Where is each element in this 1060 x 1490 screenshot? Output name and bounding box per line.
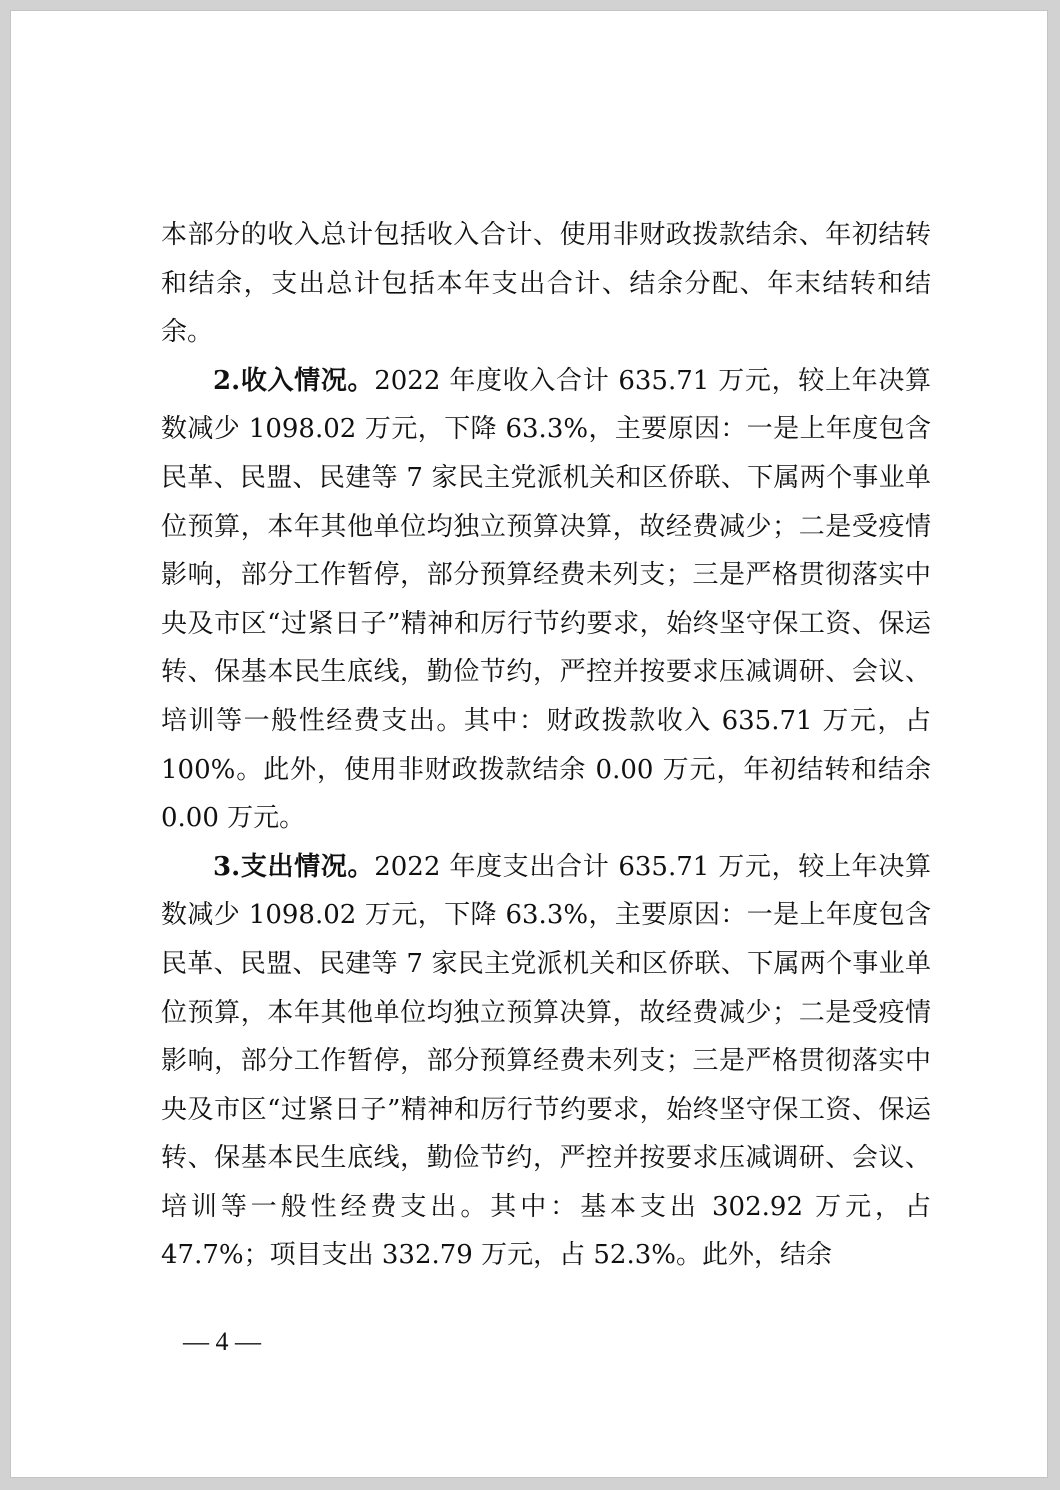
- paragraph-income: [161, 357, 931, 843]
- paragraph-totals: 本部分的收入总计包括收入合计、使用非财政拨款结余、年初结转和结余，支出总计包括本年支出合计、结余分配、年末结转和结余。: [161, 220, 931, 348]
- income-heading: 2.收入情况。: [213, 365, 375, 396]
- paragraph-expenditure: [161, 843, 931, 1280]
- document-body: [161, 211, 931, 1280]
- expenditure-body: 2022 年度支出合计 635.71 万元，较上年决算数减少 1098.02 万元，下降 63.3%，主要原因：一是上年度包含民革、民盟、民建等 7 家民主党派机关和区侨联、下属两个事业单位预算，本年其他单位均独立预算决算，故经费减少；二是受疫情影响，部分工作暂停，部分预算经费未列支；三是严格贯彻落实中央及市区“过紧日子”精神和厉行节约要求，始终坚守保工资、保运转、保基本民生底线，勤俭节约，严控并按要求压减调研、会议、培训等一般性经费支出。其中：基本支出 302.92 万元，占 47.7%；项目支出 332.79 万元，占 52.3%。此外，结余: [161, 851, 931, 1271]
- income-body: 2022 年度收入合计 635.71 万元，较上年决算数减少 1098.02 万元，下降 63.3%，主要原因：一是上年度包含民革、民盟、民建等 7 家民主党派机关和区侨联、下属两个事业单位预算，本年其他单位均独立预算决算，故经费减少；二是受疫情影响，部分工作暂停，部分预算经费未列支；三是严格贯彻落实中央及市区“过紧日子”精神和厉行节约要求，始终坚守保工资、保运转、保基本民生底线，勤俭节约，严控并按要求压减调研、会议、培训等一般性经费支出。其中：财政拨款收入 635.71 万元，占 100%。此外，使用非财政拨款结余 0.00 万元，年初结转和结余 0.00 万元。: [161, 365, 931, 834]
- page-number: — 4 —: [183, 1327, 261, 1356]
- expenditure-heading: 3.支出情况。: [213, 851, 375, 882]
- document-page: [10, 10, 1048, 1478]
